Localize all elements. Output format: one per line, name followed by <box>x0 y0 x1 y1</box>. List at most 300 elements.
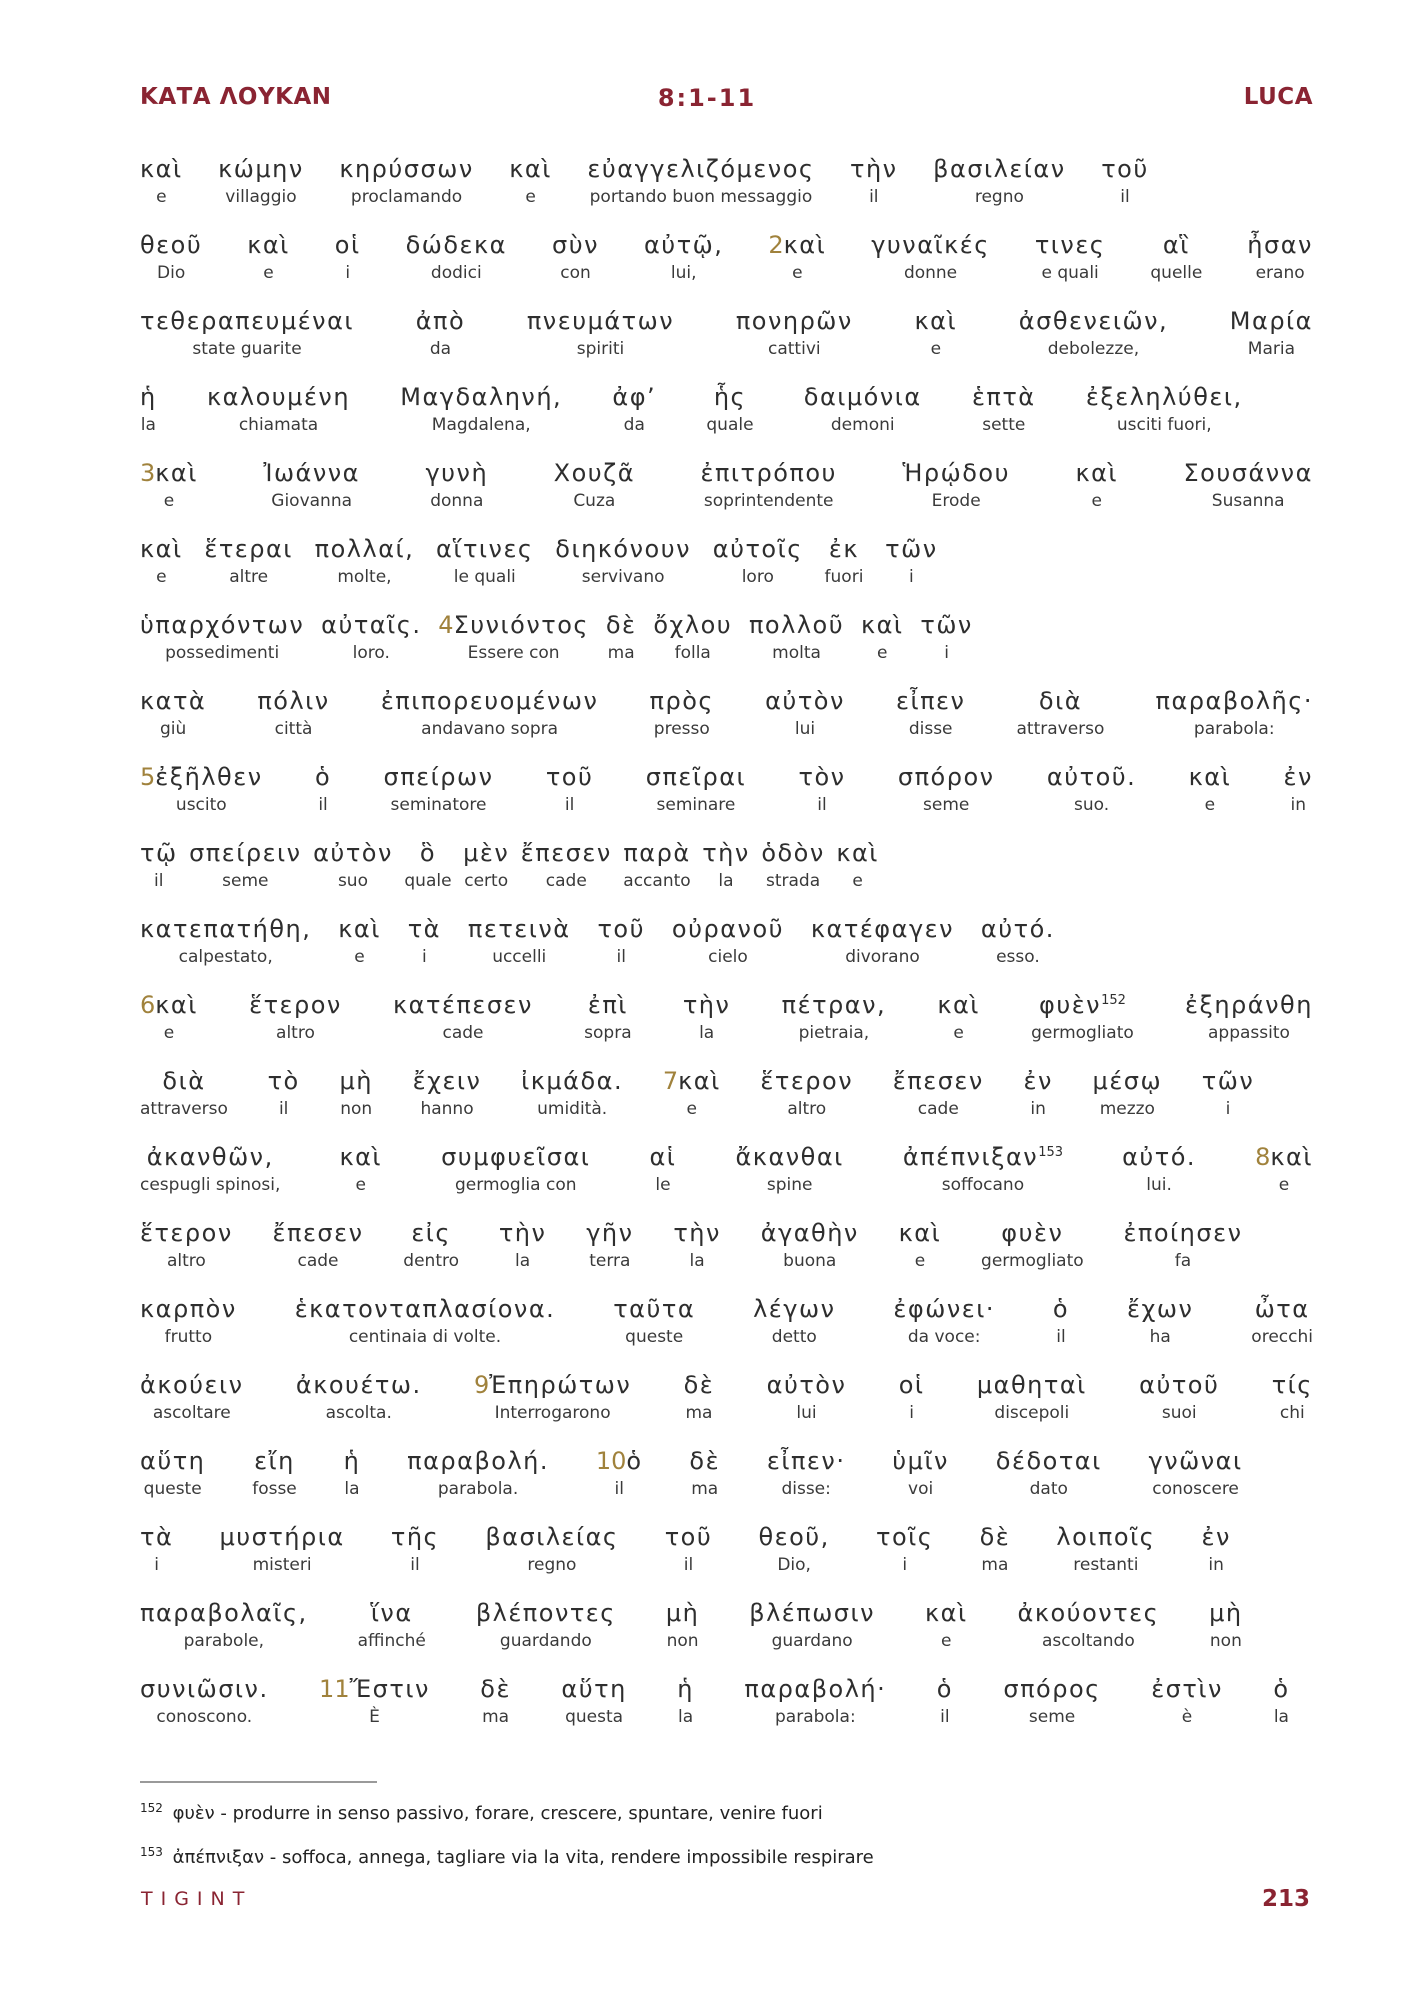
verse-number: 6 <box>140 991 156 1019</box>
gloss-italian: servivano <box>581 567 665 587</box>
greek-word: ἐξεληλύθει, <box>1085 383 1243 411</box>
interlinear-line <box>140 152 1149 208</box>
word-unit <box>760 1064 853 1120</box>
word-unit <box>1101 152 1149 208</box>
gloss-italian: da <box>429 339 452 359</box>
word-unit <box>977 1368 1087 1424</box>
greek-word: αὐτό. <box>1122 1143 1197 1171</box>
greek-word: πέτραν, <box>781 991 887 1019</box>
greek-word: ταῦτα <box>613 1295 696 1323</box>
greek-word: μὴ <box>339 1067 373 1095</box>
greek-word: εἶπεν· <box>766 1447 846 1475</box>
gloss-italian: seme <box>1028 1707 1076 1727</box>
greek-word: ἀκούειν <box>140 1371 244 1399</box>
interlinear-line <box>140 912 1055 968</box>
word-unit <box>1251 1292 1313 1348</box>
greek-word: κώμην <box>218 155 304 183</box>
greek-word: πολλαί, <box>314 535 415 563</box>
greek-word: ἑπτὰ <box>971 383 1036 411</box>
word-unit <box>683 988 731 1044</box>
gloss-italian: germoglia con <box>455 1175 577 1195</box>
word-unit <box>644 228 723 284</box>
word-unit <box>425 456 488 512</box>
greek-word: καὶ <box>339 1143 383 1171</box>
gloss-italian: le quali <box>453 567 516 587</box>
greek-word: κατέπεσεν <box>393 991 533 1019</box>
gloss-italian: il <box>616 947 626 967</box>
word-unit <box>1086 380 1243 436</box>
greek-word: καὶ <box>509 155 552 183</box>
gloss-italian: ha <box>1149 1327 1171 1347</box>
gloss-italian: questa <box>565 1707 624 1727</box>
interlinear-line <box>140 760 1313 816</box>
gloss-italian: in <box>1208 1555 1224 1575</box>
gloss-italian: erano <box>1255 263 1305 283</box>
gloss-italian: Maria <box>1247 339 1295 359</box>
greek-word: ὁδὸν <box>761 839 825 867</box>
word-unit <box>140 608 304 664</box>
word-unit <box>400 380 562 436</box>
page-footer <box>0 1886 1414 1916</box>
word-unit <box>899 1216 942 1272</box>
gloss-italian: villaggio <box>225 187 297 207</box>
word-unit <box>463 836 509 892</box>
gloss-italian: le <box>655 1175 671 1195</box>
word-unit <box>1209 1596 1242 1652</box>
word-unit <box>1123 1216 1242 1272</box>
gloss-italian: conoscere <box>1152 1479 1239 1499</box>
gloss-italian: i <box>154 1555 159 1575</box>
greek-word: πετεινὰ <box>467 915 571 943</box>
verse-number: 10 <box>595 1447 627 1475</box>
gloss-italian: e <box>1204 795 1216 815</box>
word-unit <box>972 380 1036 436</box>
gloss-italian: Magdalena, <box>431 415 531 435</box>
header-verse-range: 8:1-11 <box>657 84 757 112</box>
gloss-italian: attraverso <box>140 1099 228 1119</box>
word-unit <box>981 912 1055 968</box>
greek-word: 4Συνιόντος <box>438 611 589 639</box>
greek-word: δὲ <box>689 1447 721 1475</box>
greek-word: καὶ <box>898 1219 942 1247</box>
gloss-italian: Essere con <box>467 643 560 663</box>
gloss-italian: certo <box>464 871 509 891</box>
greek-word: αἳ <box>1162 231 1190 259</box>
word-unit <box>915 304 958 360</box>
gloss-italian: il <box>1056 1327 1066 1347</box>
word-unit <box>665 1520 713 1576</box>
word-unit <box>468 912 571 968</box>
greek-word: αὕτη <box>140 1447 206 1475</box>
word-unit <box>1035 228 1106 284</box>
greek-word: ἕτερον <box>140 1219 233 1247</box>
gloss-italian: il <box>278 1099 289 1119</box>
word-unit <box>263 456 360 512</box>
gloss-italian: loro <box>741 567 774 587</box>
greek-word: ἀσθενειῶν, <box>1018 307 1169 335</box>
word-unit <box>896 684 965 740</box>
gloss-italian: guardano <box>771 1631 853 1651</box>
word-unit <box>527 304 674 360</box>
gloss-italian: cade <box>442 1023 484 1043</box>
greek-word: μὴ <box>665 1599 700 1627</box>
word-unit <box>765 684 845 740</box>
gloss-italian: non <box>1209 1631 1242 1651</box>
greek-word: βλέποντες <box>475 1599 616 1627</box>
greek-word: ὃ <box>419 839 437 867</box>
word-unit <box>140 988 198 1044</box>
word-unit <box>898 760 995 816</box>
verse-number: 8 <box>1255 1143 1271 1171</box>
gloss-italian: cade <box>545 871 587 891</box>
word-unit <box>850 152 898 208</box>
greek-word: καὶ <box>914 307 958 335</box>
gloss-italian: usciti fuori, <box>1116 415 1212 435</box>
gloss-italian: e <box>1278 1175 1290 1195</box>
gloss-italian: e <box>355 1175 366 1195</box>
verse-number: 5 <box>140 763 156 791</box>
gloss-italian: e <box>525 187 536 207</box>
greek-word: αὐτῷ, <box>643 231 724 259</box>
word-unit <box>753 1292 835 1348</box>
word-unit <box>586 1216 633 1272</box>
gloss-italian: e <box>686 1099 697 1119</box>
word-unit <box>811 912 954 968</box>
gloss-italian: il <box>614 1479 624 1499</box>
gloss-italian: il <box>564 795 575 815</box>
gloss-italian: disse: <box>781 1479 831 1499</box>
word-unit <box>677 1672 694 1728</box>
word-unit <box>438 608 589 664</box>
word-unit <box>315 760 331 816</box>
greek-word: κατεπατήθη, <box>140 915 312 943</box>
greek-word: παραβολή. <box>407 1447 550 1475</box>
greek-word: καὶ <box>924 1599 968 1627</box>
greek-word: τὸ <box>267 1067 300 1095</box>
interlinear-line <box>140 380 1243 436</box>
gloss-italian: altro <box>787 1099 827 1119</box>
greek-word: πρὸς <box>649 687 714 715</box>
footer-edition-code: TIGINT <box>141 1888 253 1910</box>
gloss-italian: suo. <box>1074 795 1110 815</box>
greek-word: πονηρῶν <box>735 307 853 335</box>
gloss-italian: spine <box>766 1175 813 1195</box>
gloss-italian: seminatore <box>390 795 487 815</box>
interlinear-line <box>140 836 879 892</box>
greek-word: δὲ <box>605 611 637 639</box>
greek-word: διηκόνουν <box>555 535 691 563</box>
greek-word: ἐπιτρόπου <box>700 459 837 487</box>
word-unit <box>296 1368 422 1424</box>
greek-word: δέδοται <box>995 1447 1102 1475</box>
greek-word: οἱ <box>334 231 361 259</box>
word-unit <box>391 1520 439 1576</box>
greek-word: 3καὶ <box>140 459 198 487</box>
gloss-italian: lui, <box>670 263 697 283</box>
gloss-italian: portando buon messaggio <box>589 187 813 207</box>
word-unit <box>384 760 494 816</box>
interlinear-line <box>140 1368 1313 1424</box>
greek-word: τὴν <box>682 991 731 1019</box>
gloss-italian: queste <box>143 1479 202 1499</box>
greek-word: φυὲν <box>1001 1219 1064 1247</box>
gloss-italian: sette <box>982 415 1026 435</box>
greek-word: τῶν <box>1201 1067 1255 1095</box>
gloss-italian: giù <box>159 719 187 739</box>
greek-word: 8καὶ <box>1255 1143 1313 1171</box>
word-unit <box>587 152 814 208</box>
gloss-italian: e <box>263 263 274 283</box>
gloss-italian: quale <box>404 871 452 891</box>
gloss-italian: e <box>354 947 365 967</box>
greek-word: ἕτερον <box>760 1067 854 1095</box>
gloss-italian: e <box>156 187 167 207</box>
gloss-italian: Giovanna <box>271 491 353 511</box>
gloss-italian: esso. <box>996 947 1040 967</box>
word-unit <box>663 1064 721 1120</box>
gloss-italian: città <box>274 719 313 739</box>
word-unit <box>836 836 879 892</box>
word-unit <box>189 836 302 892</box>
word-unit <box>1185 988 1313 1044</box>
greek-word: ἐν <box>1201 1523 1231 1551</box>
word-unit <box>1230 304 1313 360</box>
word-unit <box>140 152 183 208</box>
verse-number: 3 <box>140 459 156 487</box>
word-unit <box>268 1064 300 1120</box>
gloss-italian: cespugli spinosi, <box>140 1175 281 1195</box>
greek-word: παραβολαῖς, <box>140 1599 308 1627</box>
greek-word: κατὰ <box>140 687 207 715</box>
word-unit <box>140 912 311 968</box>
gloss-italian: i <box>902 1555 908 1575</box>
gloss-italian: orecchi <box>1251 1327 1313 1347</box>
word-unit <box>140 684 206 740</box>
gloss-italian: sopra <box>584 1023 632 1043</box>
greek-word: 9Ἐπηρώτων <box>473 1371 632 1399</box>
greek-word: ἔπεσεν <box>272 1219 364 1247</box>
greek-word: σπείρων <box>383 763 494 791</box>
word-unit <box>1139 1368 1219 1424</box>
greek-word: μὴ <box>1209 1599 1243 1627</box>
gloss-italian: misteri <box>252 1555 312 1575</box>
word-unit <box>1122 1140 1196 1196</box>
greek-word: οἱ <box>898 1371 925 1399</box>
word-unit <box>749 1596 875 1652</box>
interlinear-line <box>140 304 1313 360</box>
gloss-italian: calpestato, <box>178 947 273 967</box>
greek-word: ὦτα <box>1254 1295 1310 1323</box>
gloss-italian: germogliato <box>981 1251 1084 1271</box>
greek-word: εὐαγγελιζόμενος <box>587 155 815 183</box>
greek-word: καρπὸν <box>140 1295 237 1323</box>
greek-word: συμφυεῖσαι <box>441 1143 591 1171</box>
word-unit <box>1127 1292 1193 1348</box>
gloss-italian: e <box>877 643 888 663</box>
word-unit <box>706 380 753 436</box>
gloss-italian: molte, <box>337 567 392 587</box>
word-unit <box>713 532 803 588</box>
word-unit <box>509 152 552 208</box>
word-unit <box>204 532 293 588</box>
word-unit <box>920 608 972 664</box>
gloss-italian: i <box>1225 1099 1231 1119</box>
word-unit <box>893 1064 984 1120</box>
word-unit <box>902 456 1010 512</box>
interlinear-line <box>140 1216 1243 1272</box>
word-unit <box>871 228 990 284</box>
greek-word: γυνὴ <box>425 459 489 487</box>
word-unit <box>1056 1520 1155 1576</box>
gloss-italian: folla <box>674 643 711 663</box>
greek-word: ἀπὸ <box>415 307 466 335</box>
greek-word: αὐτὸν <box>766 1371 847 1399</box>
greek-word: ἐξηράνθη <box>1184 991 1313 1019</box>
gloss-italian: Cuza <box>573 491 616 511</box>
gloss-italian: da <box>623 415 645 435</box>
word-unit <box>761 1216 859 1272</box>
word-unit <box>247 228 290 284</box>
gloss-italian: terra <box>589 1251 631 1271</box>
word-unit <box>1284 760 1313 816</box>
word-unit <box>981 1216 1084 1272</box>
greek-word: ἀκουέτω. <box>295 1371 422 1399</box>
greek-word: ἕτεραι <box>204 535 293 563</box>
word-unit <box>1031 988 1134 1044</box>
word-unit <box>1047 760 1136 816</box>
word-unit <box>406 228 507 284</box>
greek-word: ἔχειν <box>412 1067 482 1095</box>
greek-word: τῆς <box>390 1523 440 1551</box>
greek-word: ἰκμάδα. <box>521 1067 624 1095</box>
greek-word: ἀκούοντες <box>1017 1599 1160 1627</box>
greek-word: θεοῦ <box>140 231 203 259</box>
greek-word: τὰ <box>140 1523 174 1551</box>
greek-word: βασιλείας <box>485 1523 619 1551</box>
word-unit <box>903 1140 1063 1196</box>
gloss-italian: ma <box>685 1403 713 1423</box>
greek-word: τοῦ <box>545 763 594 791</box>
gloss-italian: e <box>852 871 863 891</box>
gloss-italian: il <box>154 871 164 891</box>
gloss-italian: fosse <box>252 1479 297 1499</box>
gloss-italian: fuori <box>824 567 864 587</box>
gloss-italian: ma <box>981 1555 1009 1575</box>
gloss-italian: la <box>718 871 734 891</box>
interlinear-line <box>140 1520 1231 1576</box>
greek-word: καὶ <box>140 155 183 183</box>
gloss-italian: e <box>941 1631 952 1651</box>
greek-word: καὶ <box>1188 763 1232 791</box>
word-unit <box>140 1520 173 1576</box>
gloss-italian: È <box>369 1707 380 1727</box>
interlinear-line <box>140 532 938 588</box>
interlinear-line <box>140 1444 1243 1500</box>
greek-word: βασιλείαν <box>933 155 1066 183</box>
gloss-italian: il <box>869 187 879 207</box>
gloss-italian: possedimenti <box>165 643 280 663</box>
gloss-italian: attraverso <box>1016 719 1105 739</box>
word-unit <box>140 1368 244 1424</box>
gloss-italian: pietraia, <box>798 1023 870 1043</box>
greek-word: αὕτη <box>561 1675 627 1703</box>
greek-word: ἐκ <box>828 535 860 563</box>
word-unit <box>339 152 473 208</box>
gloss-italian: appassito <box>1207 1023 1290 1043</box>
greek-word: τὴν <box>498 1219 547 1247</box>
word-unit <box>480 1672 511 1728</box>
greek-word: πολλοῦ <box>748 611 845 639</box>
greek-word: εἴη <box>254 1447 295 1475</box>
word-unit <box>140 1596 308 1652</box>
gloss-italian: buona <box>783 1251 837 1271</box>
word-unit <box>606 608 637 664</box>
gloss-italian: altro <box>276 1023 315 1043</box>
word-unit <box>1202 1064 1254 1120</box>
footnote: $^{152}$ φυὲν - produrre in senso passivo, forare, crescere, spuntare, venire fuori <box>140 1801 823 1824</box>
greek-word: ὁ <box>1273 1675 1290 1703</box>
word-unit <box>140 1672 269 1728</box>
gloss-italian: e <box>163 491 175 511</box>
greek-word: θεοῦ, <box>758 1523 830 1551</box>
word-unit <box>140 228 202 284</box>
gloss-italian: non <box>340 1099 373 1119</box>
greek-word: δὲ <box>480 1675 511 1703</box>
greek-word: Μαγδαληνή, <box>400 383 563 411</box>
gloss-italian: cattivi <box>768 339 821 359</box>
word-unit <box>413 1064 482 1120</box>
word-unit <box>749 608 844 664</box>
greek-word: λοιποῖς <box>1056 1523 1156 1551</box>
word-unit <box>1019 304 1168 360</box>
greek-word: σπόρον <box>897 763 995 791</box>
gloss-italian: la <box>515 1251 531 1271</box>
word-unit <box>218 152 304 208</box>
gloss-italian: fa <box>1174 1251 1192 1271</box>
gloss-italian: e <box>953 1023 964 1043</box>
gloss-italian: proclamando <box>350 187 463 207</box>
greek-word: ἧς <box>713 383 747 411</box>
gloss-italian: debolezze, <box>1047 339 1140 359</box>
word-unit <box>321 608 421 664</box>
word-unit <box>416 304 465 360</box>
gloss-italian: il <box>318 795 328 815</box>
gloss-italian: uccelli <box>492 947 547 967</box>
greek-word: τεθεραπευμέναι <box>140 307 355 335</box>
greek-word: παραβολῆς· <box>1155 687 1313 715</box>
gloss-italian: regno <box>974 187 1024 207</box>
gloss-italian: il <box>817 795 827 815</box>
gloss-italian: voi <box>908 1479 934 1499</box>
gloss-italian: da voce: <box>907 1327 981 1347</box>
word-unit <box>684 1368 715 1424</box>
gloss-italian: dentro <box>403 1251 460 1271</box>
gloss-italian: soprintendente <box>703 491 834 511</box>
word-unit <box>996 1444 1102 1500</box>
gloss-italian: divorano <box>845 947 920 967</box>
gloss-italian: ascolta. <box>325 1403 392 1423</box>
word-unit <box>758 1520 829 1576</box>
gloss-italian: lui. <box>1146 1175 1172 1195</box>
word-unit <box>666 1596 699 1652</box>
greek-word: αἵτινες <box>436 535 534 563</box>
gloss-italian: il <box>1120 187 1130 207</box>
gloss-italian: centinaia di volte. <box>348 1327 502 1347</box>
greek-word: καὶ <box>140 535 183 563</box>
word-unit <box>1149 1444 1243 1500</box>
greek-word: αὐτὸν <box>765 687 845 715</box>
word-unit <box>1093 1064 1163 1120</box>
